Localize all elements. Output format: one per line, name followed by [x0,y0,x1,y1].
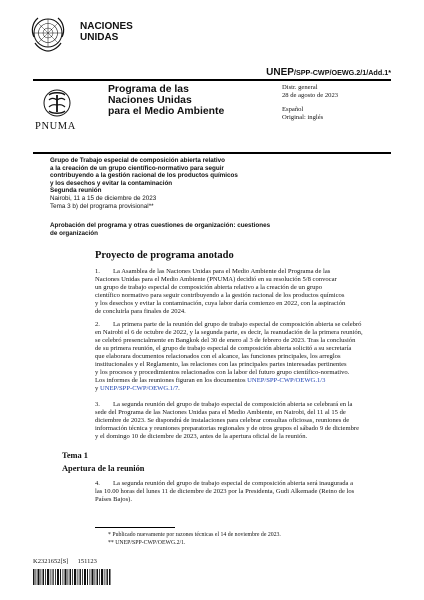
pnuma-logo-icon [40,86,74,120]
org-name-line1: NACIONES [80,21,133,32]
topic-line1: Aprobación del programa y otras cuestiones de organización: cuestiones [50,222,271,229]
paragraph-3-line: información técnica y reuniones preparatorias regionales y de otros grupos el sábado 9 de diciembre [95,425,360,432]
paragraph-4-number: 4. [95,480,100,487]
paragraph-3-line: sede del Programa de las Naciones Unidas para el Medio Ambiente, en Nairobi, del 11 al 15 de [95,409,346,416]
paragraph-4 [95,480,395,504]
paragraph-1-line: de concluirla para finales de 2024. [95,308,186,315]
paragraph-3-number: 3. [95,401,100,408]
un-emblem-icon [28,13,68,53]
doc-symbol-main: UNEP [266,67,294,78]
paragraph-1-line: y los desechos y evitar la contaminación, cuya labor daría comienzo en 2022, con la aspiración [95,300,346,307]
document-date: 28 de agosto de 2023 [282,92,339,99]
program-title-line3: para el Medio Ambiente [108,106,225,118]
original-language: Original: inglés [282,114,324,121]
paragraph-2-number: 2. [95,321,100,328]
paragraph-3-line: y el domingo 10 de diciembre de 2023, antes de la apertura oficial de la reunión. [95,433,308,440]
job-code: K2321652[S] [33,558,69,565]
meeting-title-line3: contribuyendo a la gestión racional de los productos químicos [50,172,238,180]
link-oewg1-3[interactable]: UNEP/SPP-CWP/OEWG.1/3 [247,377,326,384]
paragraph-1-line: un grupo de trabajo especial de composición abierta relativo a la creación de un grupo [95,284,323,291]
footnote-2: ** UNEP/SPP-CWP/OEWG.2/1. [108,540,186,546]
paragraph-2-line: Los informes de las reuniones figuran en los documentos [95,377,248,384]
document-language: Español [282,106,304,113]
doc-symbol-rest: /SPP-CWP/OEWG.2/1/Add.1* [293,68,391,77]
pnuma-label: PNUMA [35,121,76,132]
paragraph-4-line: las 10.00 horas del lunes 11 de diciembre de 2023 por la Presidenta, Gudi Alkemade (Reino de los [95,488,355,495]
barcode-icon [33,569,111,585]
paragraph-2-line: de su primera reunión, el grupo de trabajo especial de composición abierta solicitó a su secretaría [95,345,352,352]
paragraph-1-line: Naciones Unidas para el Medio Ambiente (PNUMA) decidió en su resolución 5/8 convocar [95,276,337,283]
paragraph-1-line: científico normativo para seguir contribuyendo a la gestión racional de los productos químicos [95,292,345,299]
meeting-title-line1: Grupo de Trabajo especial de composición abierta relativo [50,157,225,164]
paragraph-3-line: La segunda reunión del grupo de trabajo especial de composición abierta se celebrará en la [113,401,353,408]
paragraph-3-line: diciembre de 2023. Se dispondrá de instalaciones para celebrar consultas oficiosas, reuniones de [95,417,350,424]
sentence-end: . [178,385,180,392]
footnote-separator [95,527,175,528]
document-symbol [266,67,391,78]
paragraph-2-line: en Nairobi el 6 de octubre de 2022, y la segunda parte, es decir, la reanudación de la primera reunión, [95,329,363,336]
paragraph-4-line: La segunda reunión del grupo de trabajo especial de composición abierta será inaugurada a [113,480,354,487]
paragraph-2-line: y los procesos y procedimientos relacionados con la labor del futuro grupo científico-normativo. [95,369,350,376]
paragraph-2-line: La primera parte de la reunión del grupo de trabajo especial de composición abierta se celebró [113,321,362,328]
section-heading: Apertura de la reunión [62,464,145,473]
paragraph-2-line: institucionales y el Reglamento, las relaciones con las principales partes interesadas pertinentes [95,361,347,368]
session-label: Segunda reunión [50,187,102,195]
document-title: Proyecto de programa anotado [95,250,234,261]
paragraph-1-number: 1. [95,268,100,275]
paragraph-2-line: que elaborara documentos relacionados con el alcance, las funciones principales, los arreglos [95,353,341,360]
program-title-line2: Naciones Unidas [108,95,192,107]
date-code: 151123 [77,558,97,565]
program-title-line1: Programa de las [108,84,189,95]
paragraph-1-line: La Asamblea de las Naciones Unidas para el Medio Ambiente del Programa de las [113,268,331,275]
link-connector: y [95,385,100,392]
meeting-title-line2: a la creación de un grupo científico-normativo para seguir [50,164,224,172]
distribution: Distr. general [282,84,318,91]
footnote-1: * Publicado nuevamente por razones técnicas el 14 de noviembre de 2023. [108,532,281,538]
link-oewg1-7[interactable]: UNEP/SPP-CWP/OEWG.1/7 [99,385,179,392]
paragraph-2 [95,321,395,393]
paragraph-1 [95,268,395,316]
paragraph-4-line: Países Bajos). [95,496,132,503]
topic-line2: de organización [50,229,98,237]
section-tema-label: Tema 1 [62,451,88,460]
place-dates: Nairobi, 11 a 15 de diciembre de 2023 [50,194,157,202]
agenda-item: Tema 3 b) del programa provisional** [50,202,154,210]
paragraph-3 [95,401,395,441]
paragraph-2-line: se celebró presencialmente en Bangkok del 30 de enero al 3 de febrero de 2023. Tras la conclusión [95,337,356,344]
org-name-line2: UNIDAS [80,32,119,43]
meeting-title-line4: y los desechos y evitar la contaminación [50,179,173,187]
